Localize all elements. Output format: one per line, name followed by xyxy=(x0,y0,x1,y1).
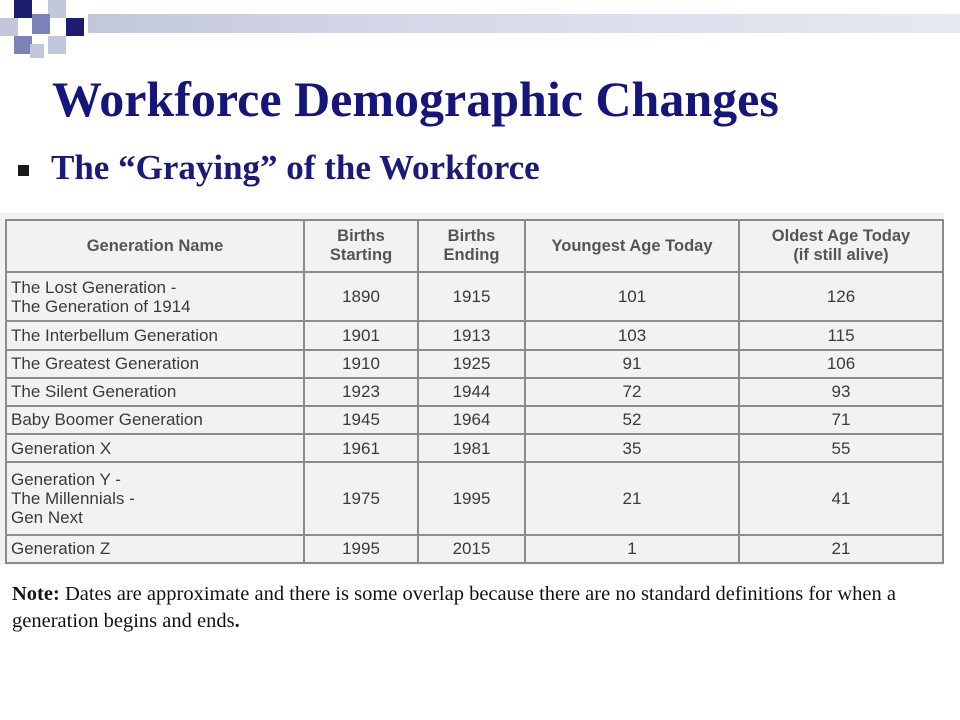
oldest-age-cell: 115 xyxy=(739,321,943,349)
bullet-item xyxy=(18,148,540,188)
table-row xyxy=(6,406,943,434)
births-end-cell: 1915 xyxy=(418,272,525,321)
deco-square xyxy=(48,0,66,18)
youngest-age-cell: 52 xyxy=(525,406,739,434)
footnote-end: . xyxy=(234,610,240,632)
births-start-cell: 1901 xyxy=(304,321,418,349)
header-generation-name: Generation Name xyxy=(6,220,304,272)
births-end-cell: 1995 xyxy=(418,462,525,534)
deco-square xyxy=(0,18,18,36)
header-births-starting: Births Starting xyxy=(304,220,418,272)
births-start-cell: 1923 xyxy=(304,378,418,406)
deco-square xyxy=(32,14,50,34)
generation-name-cell: Generation Z xyxy=(6,535,304,563)
deco-square xyxy=(14,0,32,18)
footnote-text: Dates are approximate and there is some overlap because there are no standard definitions for when a generation begins and ends xyxy=(12,583,896,632)
deco-square xyxy=(48,36,66,54)
births-end-cell: 1913 xyxy=(418,321,525,349)
births-end-cell: 1981 xyxy=(418,434,525,462)
births-start-cell: 1961 xyxy=(304,434,418,462)
generation-name-cell: Generation X xyxy=(6,434,304,462)
births-start-cell: 1975 xyxy=(304,462,418,534)
deco-square xyxy=(30,44,44,58)
youngest-age-cell: 35 xyxy=(525,434,739,462)
square-bullet-icon xyxy=(18,165,29,176)
oldest-age-cell: 41 xyxy=(739,462,943,534)
births-end-cell: 1925 xyxy=(418,350,525,378)
youngest-age-cell: 91 xyxy=(525,350,739,378)
table-row xyxy=(6,378,943,406)
youngest-age-cell: 103 xyxy=(525,321,739,349)
births-end-cell: 1944 xyxy=(418,378,525,406)
bullet-text: The “Graying” of the Workforce xyxy=(51,148,540,187)
oldest-age-cell: 21 xyxy=(739,535,943,563)
oldest-age-cell: 93 xyxy=(739,378,943,406)
header-youngest-age: Youngest Age Today xyxy=(525,220,739,272)
births-start-cell: 1945 xyxy=(304,406,418,434)
oldest-age-cell: 55 xyxy=(739,434,943,462)
table-container xyxy=(0,213,944,565)
generation-name-cell: Baby Boomer Generation xyxy=(6,406,304,434)
generation-name-cell: The Silent Generation xyxy=(6,378,304,406)
table-row xyxy=(6,272,943,321)
births-start-cell: 1890 xyxy=(304,272,418,321)
births-start-cell: 1995 xyxy=(304,535,418,563)
header-births-ending: Births Ending xyxy=(418,220,525,272)
births-end-cell: 2015 xyxy=(418,535,525,563)
generation-name-cell: Generation Y - The Millennials - Gen Next xyxy=(6,462,304,534)
header-oldest-age: Oldest Age Today (if still alive) xyxy=(739,220,943,272)
deco-square xyxy=(66,18,84,36)
footnote-label: Note: xyxy=(12,583,60,605)
footnote xyxy=(12,581,942,635)
youngest-age-cell: 101 xyxy=(525,272,739,321)
generation-name-cell: The Interbellum Generation xyxy=(6,321,304,349)
oldest-age-cell: 106 xyxy=(739,350,943,378)
youngest-age-cell: 72 xyxy=(525,378,739,406)
generation-name-cell: The Greatest Generation xyxy=(6,350,304,378)
table-row xyxy=(6,462,943,534)
births-end-cell: 1964 xyxy=(418,406,525,434)
births-start-cell: 1910 xyxy=(304,350,418,378)
deco-header-bar xyxy=(88,14,960,33)
youngest-age-cell: 21 xyxy=(525,462,739,534)
table-row xyxy=(6,321,943,349)
table-header-row xyxy=(6,220,943,272)
generations-table xyxy=(5,219,944,564)
table-row xyxy=(6,535,943,563)
oldest-age-cell: 126 xyxy=(739,272,943,321)
youngest-age-cell: 1 xyxy=(525,535,739,563)
oldest-age-cell: 71 xyxy=(739,406,943,434)
generation-name-cell: The Lost Generation - The Generation of 1914 xyxy=(6,272,304,321)
slide-title: Workforce Demographic Changes xyxy=(52,71,779,127)
table-row xyxy=(6,350,943,378)
table-row xyxy=(6,434,943,462)
